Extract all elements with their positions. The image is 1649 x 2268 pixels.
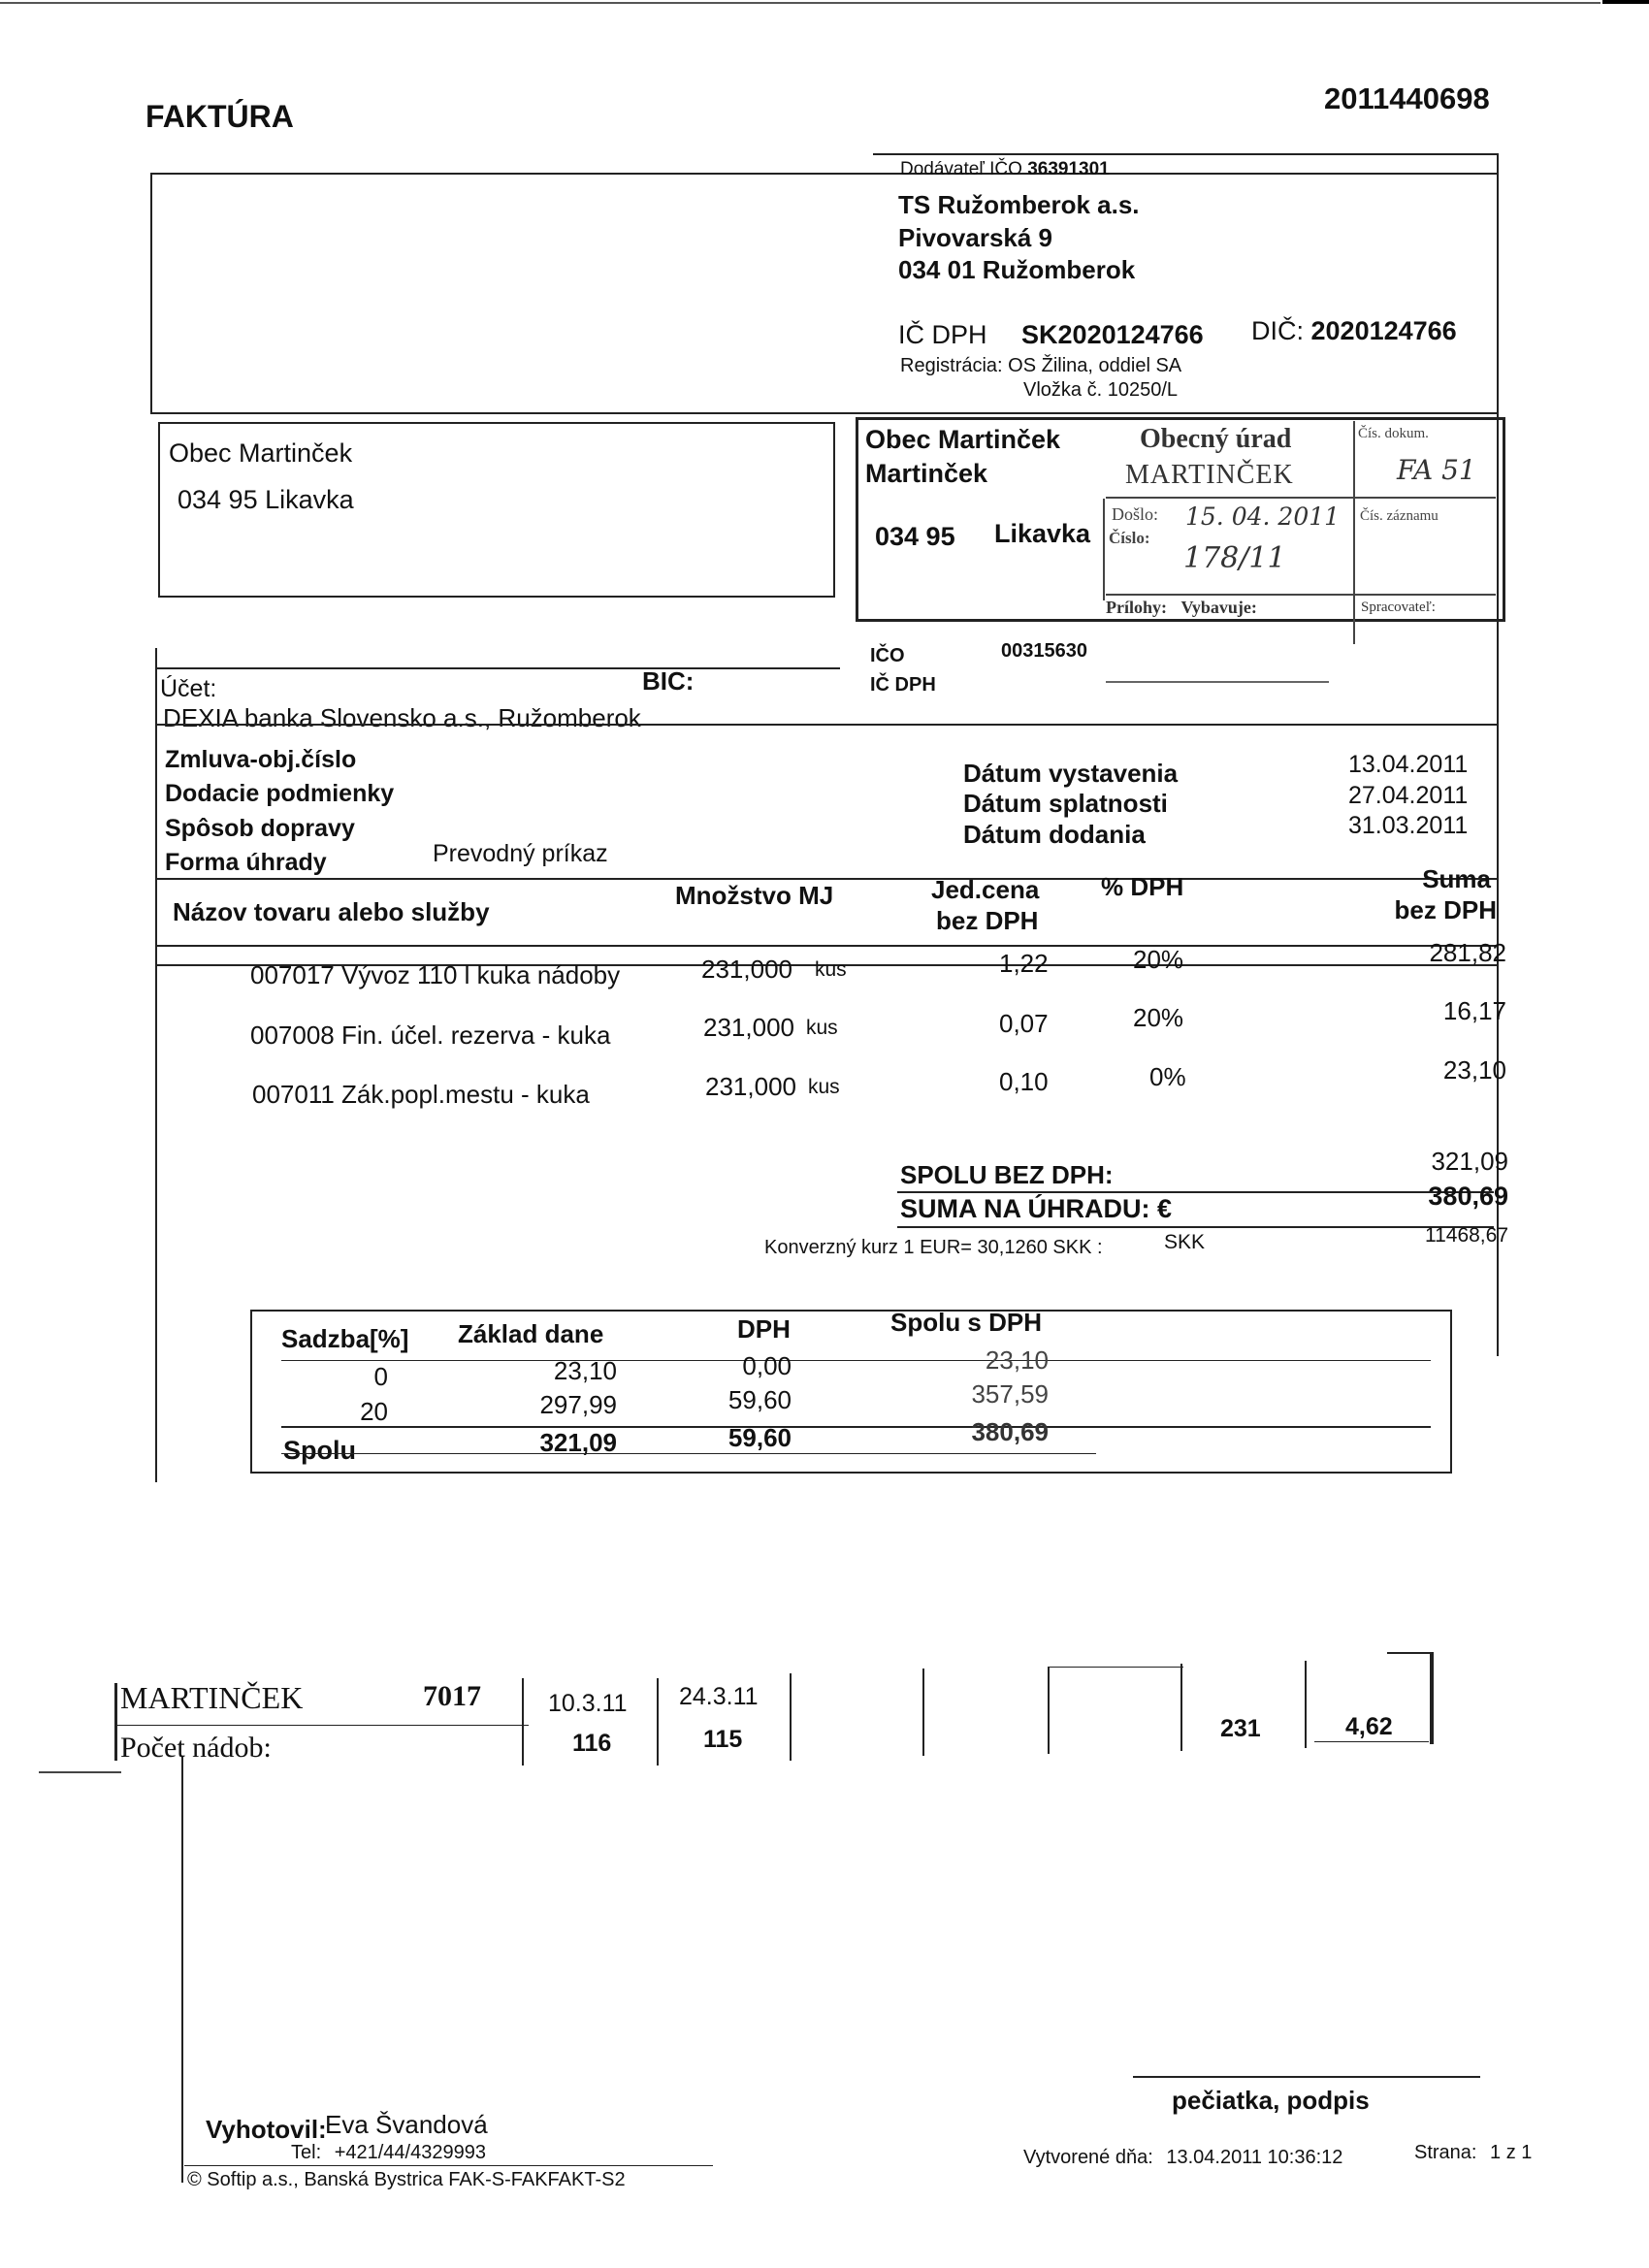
slip-date-from: 10.3.11: [548, 1690, 628, 1717]
vat-r2-base: 297,99: [539, 1390, 617, 1419]
recipient-box-name: Obec Martinček: [865, 425, 1061, 454]
slip-corner: [1387, 1652, 1434, 1654]
stamp-rule-v1: [1103, 499, 1105, 600]
terms-forma-value: Prevodný príkaz: [433, 840, 608, 867]
stamp-rule-h1: [1106, 497, 1496, 499]
item-row-1-vat: 20%: [1133, 945, 1184, 974]
slip-v5: [1048, 1667, 1050, 1754]
stamp-cislo-value: 178/11: [1183, 541, 1286, 575]
frame-top-right: [873, 153, 1497, 155]
frame-left-bottom: [181, 1756, 183, 2183]
item-row-3-price: 0,10: [999, 1067, 1049, 1096]
th-unit-price-1: Jed.cena: [931, 875, 1040, 904]
slip-v6: [1180, 1664, 1182, 1751]
vat-r1-total: 23,10: [985, 1345, 1049, 1375]
totals-line-2: [897, 1226, 1494, 1228]
slip-left-edge: [114, 1683, 117, 1761]
slip-mid-line: [116, 1725, 529, 1726]
supplier-city: 034 01 Ružomberok: [898, 255, 1136, 284]
supplier-name: TS Ružomberok a.s.: [898, 190, 1140, 219]
recipient-left-city: 034 95 Likavka: [178, 485, 354, 514]
frame-left-mid: [155, 648, 157, 1482]
footer-line: [184, 2165, 713, 2166]
supplier-ico-label: Dodávateľ IČO: [900, 159, 1022, 179]
vat-th-dph: DPH: [737, 1314, 791, 1344]
item-row-3-name: 007011 Zák.popl.mestu - kuka: [252, 1080, 590, 1109]
item-row-3-unit: kus: [808, 1076, 840, 1098]
vat-table-box: [250, 1310, 1452, 1474]
total-suma-label: SUMA NA ÚHRADU: €: [900, 1194, 1172, 1223]
scan-edge-dark: [1602, 0, 1649, 4]
slip-date-to: 24.3.11: [679, 1683, 759, 1710]
stamp-spracovatel-label: Spracovateľ:: [1361, 599, 1436, 615]
bank-bic-label: BIC:: [642, 666, 695, 696]
footer-strana-label: Strana:: [1414, 2142, 1477, 2163]
stamp-doslo-value: 15. 04. 2011: [1185, 502, 1341, 531]
supplier-registration: Registrácia: OS Žilina, oddiel SA: [900, 355, 1182, 376]
slip-v4: [922, 1669, 924, 1756]
item-row-2-price: 0,07: [999, 1009, 1049, 1038]
stamp-office-line1: Obecný úrad: [1140, 424, 1292, 454]
vat-r2-vat: 59,60: [728, 1385, 792, 1414]
bank-ucet-label: Účet:: [160, 675, 217, 702]
footer-peciatka: pečiatka, podpis: [1172, 2086, 1370, 2115]
item-row-2-qty: 231,000: [703, 1013, 794, 1042]
terms-doprava-label: Spôsob dopravy: [165, 815, 355, 842]
terms-forma-label: Forma úhrady: [165, 849, 327, 876]
th-sum-1: Suma: [1422, 864, 1491, 893]
signature-line: [1133, 2076, 1480, 2078]
vat-r1-base: 23,10: [553, 1356, 617, 1385]
stamp-cis-dokum-value: FA 51: [1397, 454, 1476, 486]
invoice-number: 2011440698: [1324, 81, 1490, 115]
vat-r1-vat: 0,00: [742, 1351, 792, 1380]
supplier-dic: 2020124766: [1310, 316, 1457, 345]
totals-line-1: [897, 1191, 1494, 1193]
vat-header-line: [281, 1360, 1431, 1361]
total-spolu-label: SPOLU BEZ DPH:: [900, 1160, 1114, 1189]
stamp-cis-dokum-label: Čís. dokum.: [1358, 426, 1429, 441]
ico-label: IČO: [870, 645, 905, 666]
footer-vytvorene-label: Vytvorené dňa:: [1023, 2147, 1153, 2168]
slip-tick: [39, 1771, 121, 1773]
items-header-line: [155, 945, 1497, 947]
item-row-1-sum: 281,82: [1429, 938, 1506, 967]
stamp-prilohy-label: Prílohy:: [1106, 598, 1167, 617]
frame-left-top: [150, 173, 152, 413]
th-name: Názov tovaru alebo služby: [173, 897, 490, 926]
stamp-vybavuje-label: Vybavuje:: [1180, 598, 1257, 617]
frame-sep-2: [155, 724, 1497, 726]
supplier-vlozka: Vložka č. 10250/L: [1023, 379, 1178, 401]
icdph-label: IČ DPH: [870, 674, 936, 696]
frame-sep-1: [150, 412, 1497, 414]
vat-rows-line: [281, 1426, 1431, 1428]
footer-tel-label: Tel:: [291, 2142, 322, 2163]
slip-v2: [657, 1678, 659, 1766]
th-unit-price-2: bez DPH: [936, 906, 1039, 935]
item-row-1-qty: 231,000: [701, 955, 792, 984]
total-spolu-value: 321,09: [1431, 1147, 1508, 1176]
item-row-3-sum: 23,10: [1442, 1055, 1506, 1085]
item-row-2-vat: 20%: [1133, 1003, 1184, 1032]
ico-underline: [1106, 681, 1329, 683]
slip-v8: [1430, 1652, 1434, 1744]
item-row-1-unit: kus: [815, 958, 847, 981]
stamp-cislo-label: Číslo:: [1109, 529, 1150, 547]
slip-count-from: 116: [572, 1730, 612, 1757]
footer-tel-value: +421/44/4329993: [334, 2142, 486, 2163]
footer-vyhotovil-name: Eva Švandová: [325, 2110, 488, 2139]
item-row-1-name: 007017 Vývoz 110 l kuka nádoby: [250, 960, 621, 989]
scan-edge: [0, 2, 1600, 4]
terms-zmluva-label: Zmluva-obj.číslo: [165, 746, 357, 773]
terms-dodacie-label: Dodacie podmienky: [165, 780, 395, 807]
item-row-1-price: 1,22: [999, 949, 1049, 978]
terms-dodania-value: 31.03.2011: [1348, 812, 1469, 839]
recipient-box-zip: 034 95: [875, 522, 955, 551]
slip-box-top: [1048, 1667, 1183, 1668]
footer-vyhotovil-label: Vyhotovil:: [206, 2115, 327, 2144]
item-row-3-vat: 0%: [1149, 1062, 1186, 1091]
terms-splatnosti-label: Dátum splatnosti: [963, 789, 1168, 818]
vat-total-underline: [281, 1453, 1096, 1454]
slip-v7: [1305, 1661, 1307, 1748]
vat-r2-total: 357,59: [971, 1379, 1049, 1409]
supplier-icdph-label: IČ DPH: [898, 320, 987, 349]
stamp-rule-v2: [1353, 421, 1355, 644]
slip-v3: [790, 1673, 792, 1761]
bank-name: DEXIA banka Slovensko a.s., Ružomberok: [163, 703, 641, 732]
stamp-rule-h2: [1106, 594, 1496, 596]
vat-th-spolu: Spolu s DPH: [890, 1308, 1043, 1337]
slip-code: 7017: [423, 1680, 481, 1712]
frame-sep-3: [155, 878, 1497, 880]
terms-vystavenia-value: 13.04.2011: [1348, 751, 1469, 778]
total-suma-value: 380,69: [1428, 1182, 1508, 1211]
slip-v1: [522, 1678, 524, 1766]
document-title: FAKTÚRA: [146, 99, 294, 134]
item-row-3-qty: 231,000: [705, 1072, 796, 1101]
footer-copyright: © Softip a.s., Banská Bystrica FAK-S-FAKFAKT-S2: [187, 2169, 626, 2190]
slip-price: 4,62: [1345, 1713, 1393, 1740]
stamp-cis-zaznamu-label: Čís. záznamu: [1360, 508, 1439, 524]
recipient-left-name: Obec Martinček: [169, 438, 353, 468]
supplier-dic-label: DIČ:: [1251, 316, 1304, 345]
slip-name: MARTINČEK: [120, 1680, 304, 1715]
th-vat: % DPH: [1101, 872, 1184, 901]
skk-value: 11468,67: [1424, 1224, 1508, 1247]
bank-line-top: [155, 667, 840, 669]
item-row-2-unit: kus: [806, 1017, 838, 1039]
ico-value: 00315630: [1001, 640, 1087, 662]
recipient-box-city: Likavka: [994, 519, 1091, 548]
terms-dodania-label: Dátum dodania: [963, 820, 1146, 849]
slip-count-label: Počet nádob:: [120, 1732, 272, 1764]
recipient-box-town: Martinček: [865, 459, 988, 488]
item-row-2-sum: 16,17: [1442, 996, 1506, 1025]
slip-count-to: 115: [703, 1726, 743, 1753]
supplier-ico: 36391301: [1027, 159, 1110, 179]
terms-splatnosti-value: 27.04.2011: [1348, 782, 1469, 809]
th-sum-2: bez DPH: [1394, 895, 1497, 924]
footer-strana-value: 1 z 1: [1490, 2142, 1533, 2163]
skk-label: SKK: [1164, 1231, 1206, 1253]
stamp-doslo-label: Došlo:: [1112, 504, 1159, 524]
vat-total-label: Spolu: [283, 1436, 356, 1465]
vat-total-vat: 59,60: [728, 1423, 792, 1452]
frame-top: [150, 173, 1497, 175]
terms-vystavenia-label: Dátum vystavenia: [963, 759, 1179, 788]
vat-r1-rate: 0: [373, 1362, 388, 1391]
stamp-office-line2: MARTINČEK: [1125, 460, 1294, 490]
th-qty: Množstvo MJ: [675, 881, 834, 910]
vat-total-base: 321,09: [539, 1428, 617, 1457]
vat-r2-rate: 20: [360, 1397, 388, 1426]
vat-th-zaklad: Základ dane: [458, 1319, 604, 1348]
supplier-street: Pivovarská 9: [898, 223, 1053, 252]
item-row-2-name: 007008 Fin. účel. rezerva - kuka: [250, 1021, 611, 1050]
konverzny-label: Konverzný kurz 1 EUR= 30,1260 SKK :: [764, 1237, 1103, 1258]
slip-qty: 231: [1220, 1715, 1261, 1742]
slip-price-underline: [1314, 1741, 1429, 1742]
supplier-icdph: SK2020124766: [1021, 320, 1204, 349]
vat-total-total: 380,69: [971, 1417, 1049, 1446]
vat-th-sadzba: Sadzba[%]: [281, 1324, 409, 1353]
footer-vytvorene-value: 13.04.2011 10:36:12: [1166, 2147, 1343, 2168]
